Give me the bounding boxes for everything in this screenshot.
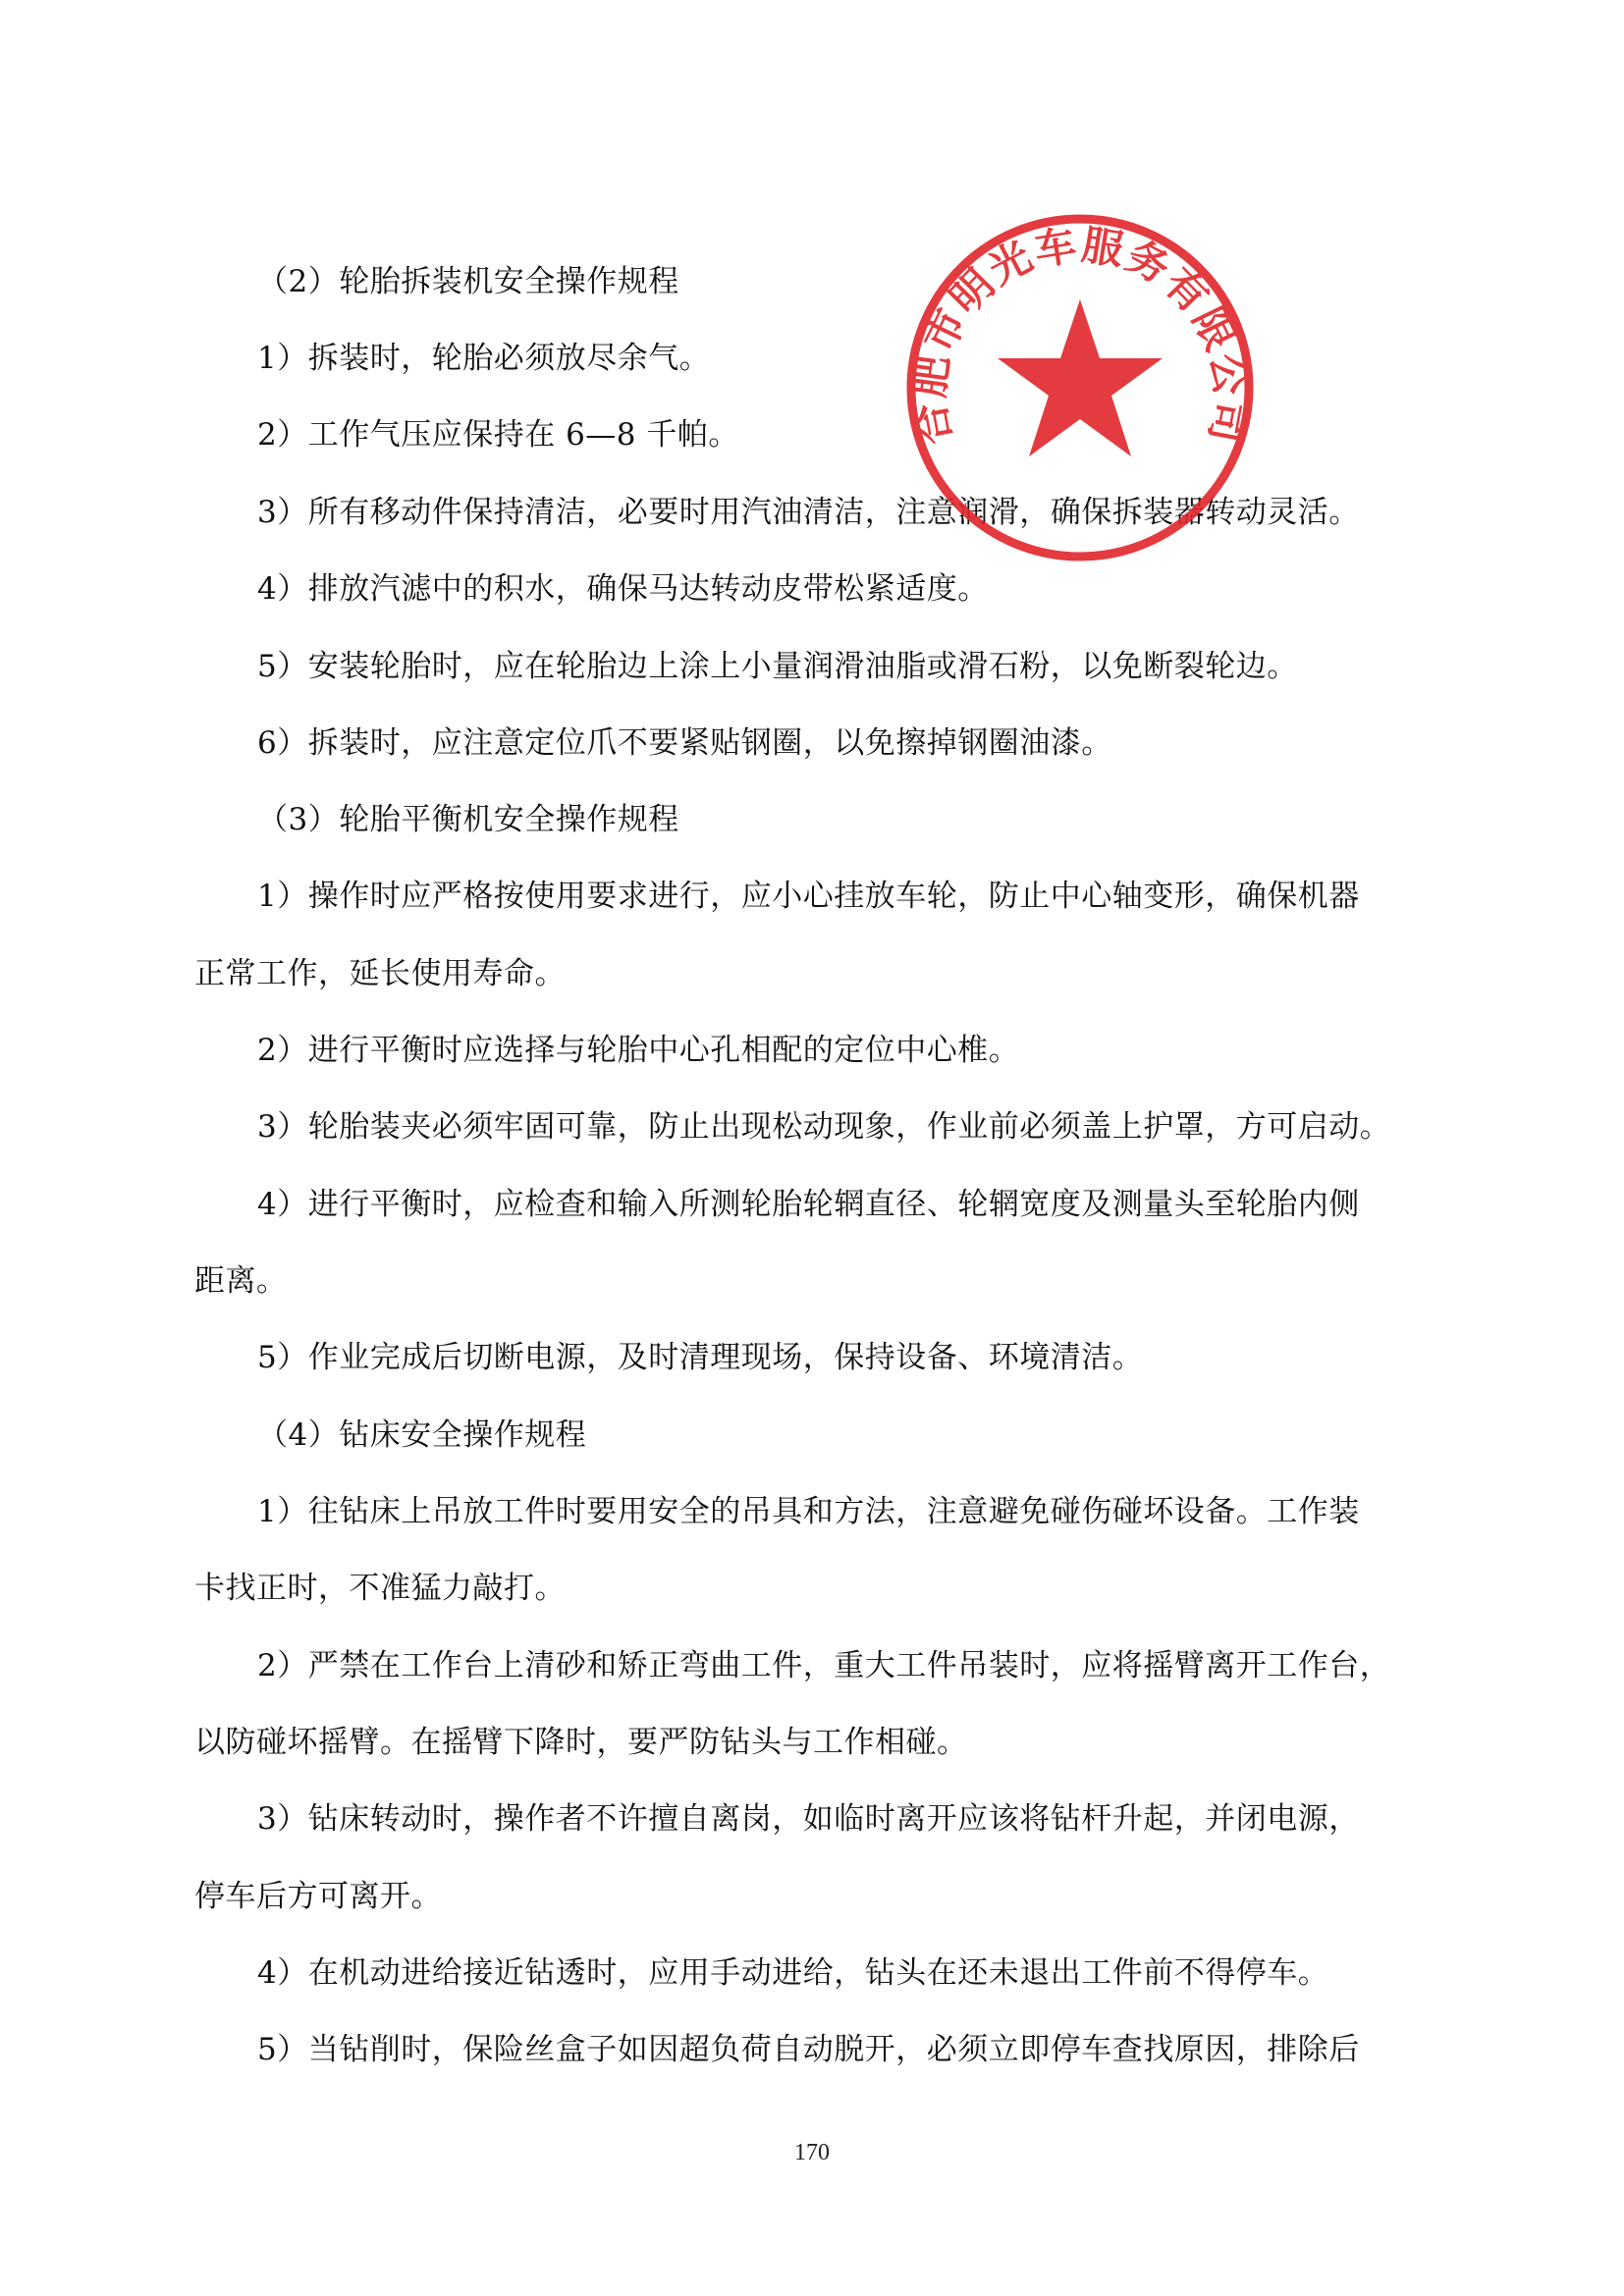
paragraph-line: 3）所有移动件保持清洁，必要时用汽油清洁，注意润滑，确保拆装器转动灵活。 [257,495,1360,530]
seal-text: 合肥市明光车服务有限公司 [904,220,1256,449]
paragraph-line: 4）排放汽滤中的积水，确保马达转动皮带松紧适度。 [257,571,989,607]
paragraph-line: 2）进行平衡时应选择与轮胎中心孔相配的定位中心椎。 [257,1033,1020,1068]
paragraph-line: 3）轮胎装夹必须牢固可靠，防止出现松动现象，作业前必须盖上护罩，方可启动。 [257,1109,1391,1145]
paragraph-line-continued: 停车后方可离开。 [194,1879,442,1914]
star-icon [998,299,1163,456]
section-heading-4: （4）钻床安全操作规程 [257,1417,587,1453]
paragraph-line: 5）作业完成后切断电源，及时清理现场，保持设备、环境清洁。 [257,1340,1144,1375]
company-seal-stamp [901,209,1259,566]
paragraph-line: 3）钻床转动时，操作者不许擅自离岗，如临时离开应该将钻杆升起，并闭电源， [257,1801,1360,1837]
paragraph-line: 6）拆装时，应注意定位爪不要紧贴钢圈，以免擦掉钢圈油漆。 [257,725,1112,761]
paragraph-line: 5）安装轮胎时，应在轮胎边上涂上小量润滑油脂或滑石粉，以免断裂轮边。 [257,649,1298,684]
paragraph-line-continued: 正常工作，延长使用寿命。 [194,956,566,991]
paragraph-line-continued: 以防碰坏摇臂。在摇臂下降时，要严防钻头与工作相碰。 [194,1725,968,1760]
paragraph-line: 1）往钻床上吊放工件时要用安全的吊具和方法，注意避免碰伤碰坏设备。工作装 [257,1494,1360,1529]
section-heading-2: （2）轮胎拆装机安全操作规程 [257,264,679,299]
page-number: 170 [794,2140,830,2165]
paragraph-line-continued: 距离。 [194,1263,288,1299]
paragraph-line-continued: 卡找正时，不准猛力敲打。 [194,1571,566,1606]
section-heading-3: （3）轮胎平衡机安全操作规程 [257,802,679,837]
paragraph-line: 1）操作时应严格按使用要求进行，应小心挂放车轮，防止中心轴变形，确保机器 [257,879,1360,914]
paragraph-line: 2）工作气压应保持在 6—8 千帕。 [257,417,739,453]
paragraph-line: 4）进行平衡时，应检查和输入所测轮胎轮辋直径、轮辋宽度及测量头至轮胎内侧 [257,1187,1360,1222]
paragraph-line: 1）拆装时，轮胎必须放尽余气。 [257,341,711,376]
paragraph-line: 2）严禁在工作台上清砂和矫正弯曲工件，重大工件吊装时，应将摇臂离开工作台， [257,1648,1391,1683]
paragraph-line: 5）当钻削时，保险丝盒子如因超负荷自动脱开，必须立即停车查找原因，排除后 [257,2032,1360,2067]
paragraph-line: 4）在机动进给接近钻透时，应用手动进给，钻头在还未退出工件前不得停车。 [257,1955,1329,1991]
